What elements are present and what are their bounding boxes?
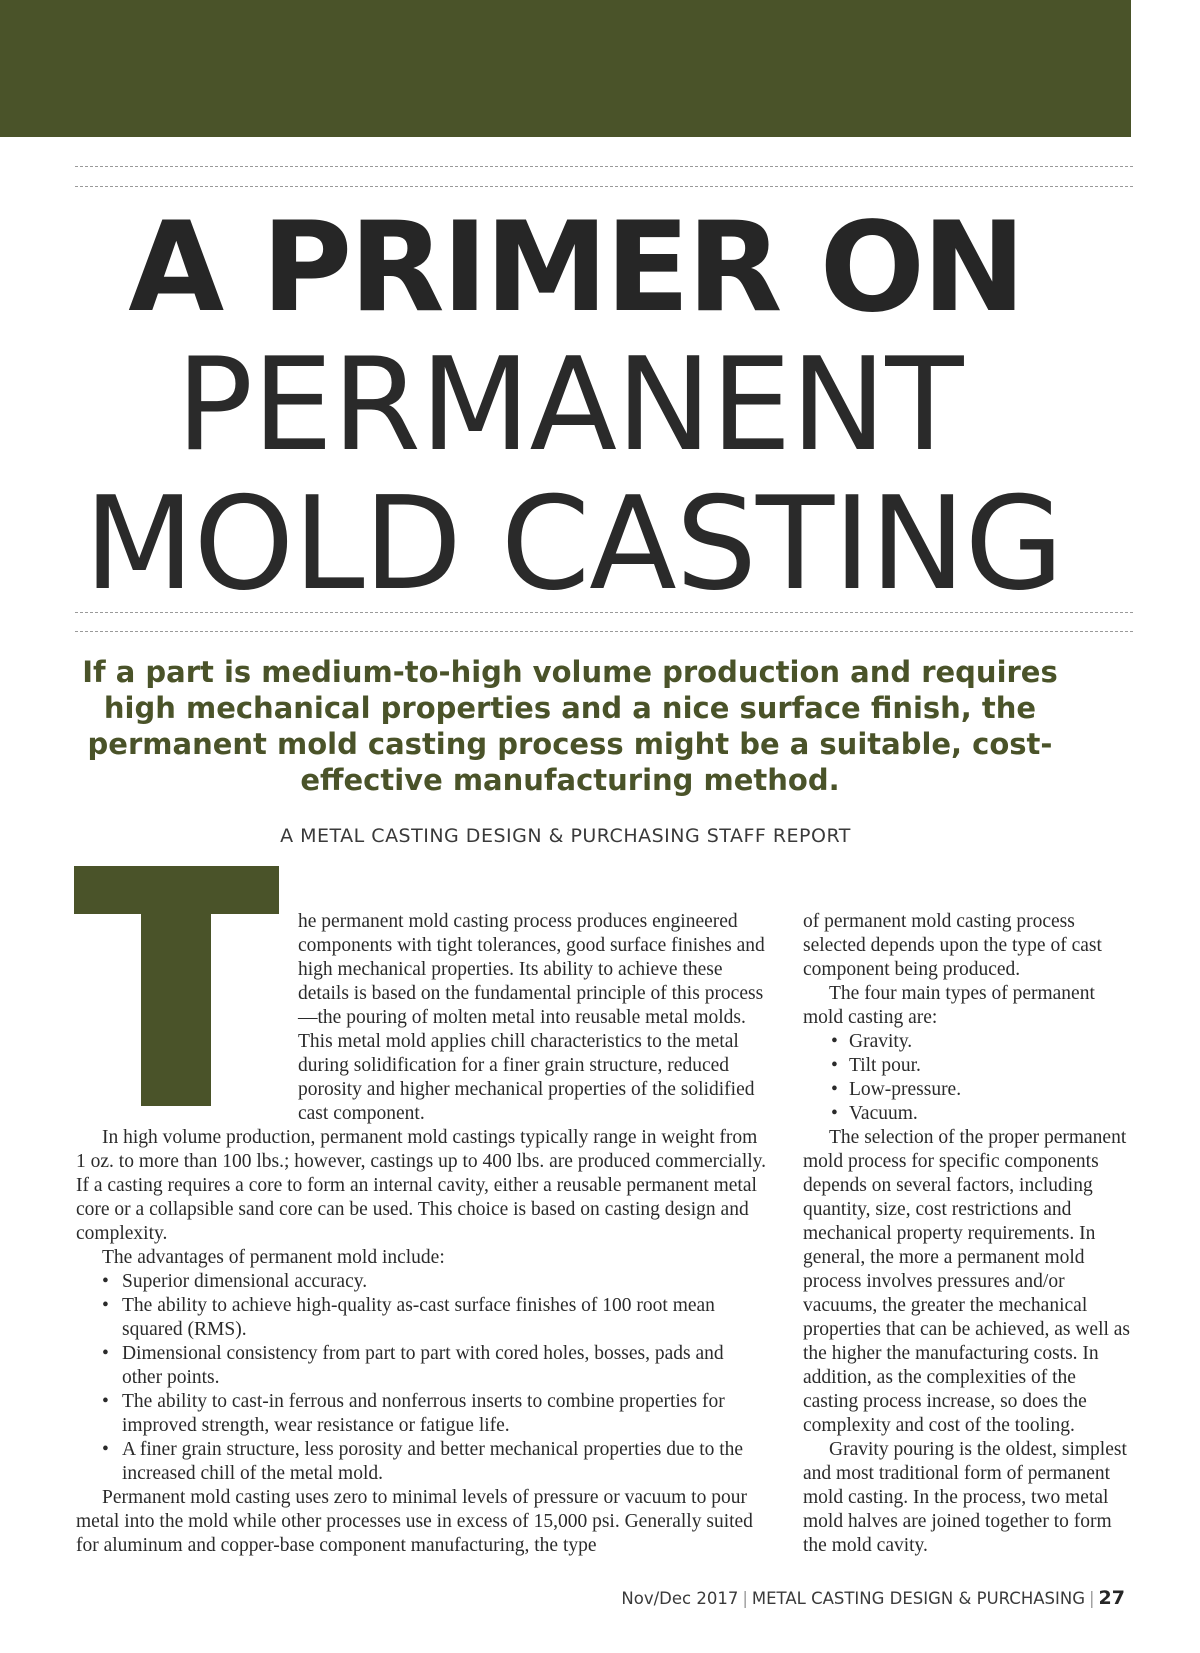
list-item: • Superior dimensional accuracy. <box>102 1271 368 1292</box>
bullet-glyph: • <box>102 1391 109 1412</box>
list-item: • A finer grain structure, less porosity and better mechanical properties due to the increased chill of the metal mold. <box>102 1439 744 1484</box>
intro-paragraph: he permanent mold casting process produces engineered components with tight tolerances, good surface finishes and high mechanical properties. Its ability to achieve these details is based on the fundamental principle of this process—the pouring of molten metal into reusable metal molds. This metal mold applies chill characteristics to the metal during solidification for a finer grain structure, reduced porosity and higher mechanical properties of the solidified cast component. <box>298 911 765 1124</box>
list-item: • Dimensional consistency from part to part with cored holes, bosses, pads and other points. <box>102 1343 724 1388</box>
body-paragraph: The advantages of permanent mold include: <box>102 1247 445 1268</box>
headline-line-2: PERMANENT <box>176 331 963 480</box>
bullet-glyph: • <box>102 1439 109 1460</box>
list-item: • The ability to achieve high-quality as-cast surface finishes of 100 root mean squared (RMS). <box>102 1295 715 1340</box>
list-item: • The ability to cast-in ferrous and nonferrous inserts to combine properties for improved strength, wear resistance or fatigue life. <box>102 1391 725 1436</box>
column-1-intro <box>298 910 768 1126</box>
page-footer <box>621 1587 1125 1609</box>
mold-types-list <box>803 1030 1133 1126</box>
column-1-body <box>76 1126 768 1558</box>
list-item: • Gravity. <box>831 1031 913 1052</box>
body-paragraph: The four main types of permanent mold casting are: <box>803 983 1095 1028</box>
headline-line-3: MOLD CASTING <box>84 470 1063 619</box>
footer-publication: METAL CASTING DESIGN & PURCHASING <box>751 1589 1085 1608</box>
headline-line-1: A PRIMER ON <box>128 196 1023 340</box>
drop-cap-letter <box>74 866 279 1106</box>
column-2-body <box>803 910 1133 1558</box>
bullet-glyph: • <box>102 1295 109 1316</box>
article-byline: A METAL CASTING DESIGN & PURCHASING STAFF REPORT <box>280 825 851 847</box>
title-divider-top-2 <box>75 186 1133 187</box>
list-item: • Tilt pour. <box>831 1055 921 1076</box>
bullet-glyph: • <box>831 1079 838 1100</box>
bullet-glyph: • <box>102 1271 109 1292</box>
body-paragraph: In high volume production, permanent mold castings typically range in weight from 1 oz. to more than 100 lbs.; however, castings up to 400 lbs. are produced commercially. If a casting requires a core to form an internal cavity, either a reusable permanent metal core or a collapsible sand core can be used. This choice is based on casting design and complexity. <box>76 1127 767 1244</box>
body-paragraph: Gravity pouring is the oldest, simplest and most traditional form of permanent mold casting. In the process, two metal mold halves are joined together to form the mold cavity. <box>803 1439 1127 1556</box>
footer-issue: Nov/Dec 2017 <box>621 1589 739 1608</box>
bullet-glyph: • <box>102 1343 109 1364</box>
body-paragraph: Permanent mold casting uses zero to minimal levels of pressure or vacuum to pour metal into the mold while other processes use in excess of 15,000 psi. Generally suited for aluminum and copper-base component manufacturing, the type <box>76 1487 753 1556</box>
title-divider-bottom-1 <box>75 612 1133 613</box>
bullet-glyph: • <box>831 1031 838 1052</box>
title-divider-bottom-2 <box>75 631 1133 632</box>
body-paragraph: of permanent mold casting process selected depends upon the type of cast component being produced. <box>803 911 1102 980</box>
footer-separator: | <box>1088 1589 1095 1608</box>
bullet-glyph: • <box>831 1055 838 1076</box>
article-deck: If a part is medium-to-high volume production and requires high mechanical properties and a nice surface finish, the permanent mold casting process might be a suitable, cost-effective manufacturing method. <box>82 655 1058 797</box>
bullet-glyph: • <box>831 1103 838 1124</box>
list-item: • Low-pressure. <box>831 1079 962 1100</box>
body-paragraph: The selection of the proper permanent mold process for specific components depends on several factors, including quantity, size, cost restrictions and mechanical property requirements. In general, the more a permanent mold process involves pressures and/or vacuums, the greater the mechanical properties that can be achieved, as well as the higher the manufacturing costs. In addition, as the complexities of the casting process increase, so does the complexity and cost of the tooling. <box>803 1127 1131 1436</box>
page-number: 27 <box>1098 1587 1125 1609</box>
header-color-bar <box>0 0 1131 137</box>
footer-separator: | <box>742 1589 748 1608</box>
title-divider-top-1 <box>75 166 1133 167</box>
list-item: • Vacuum. <box>831 1103 918 1124</box>
advantages-list <box>76 1270 768 1486</box>
